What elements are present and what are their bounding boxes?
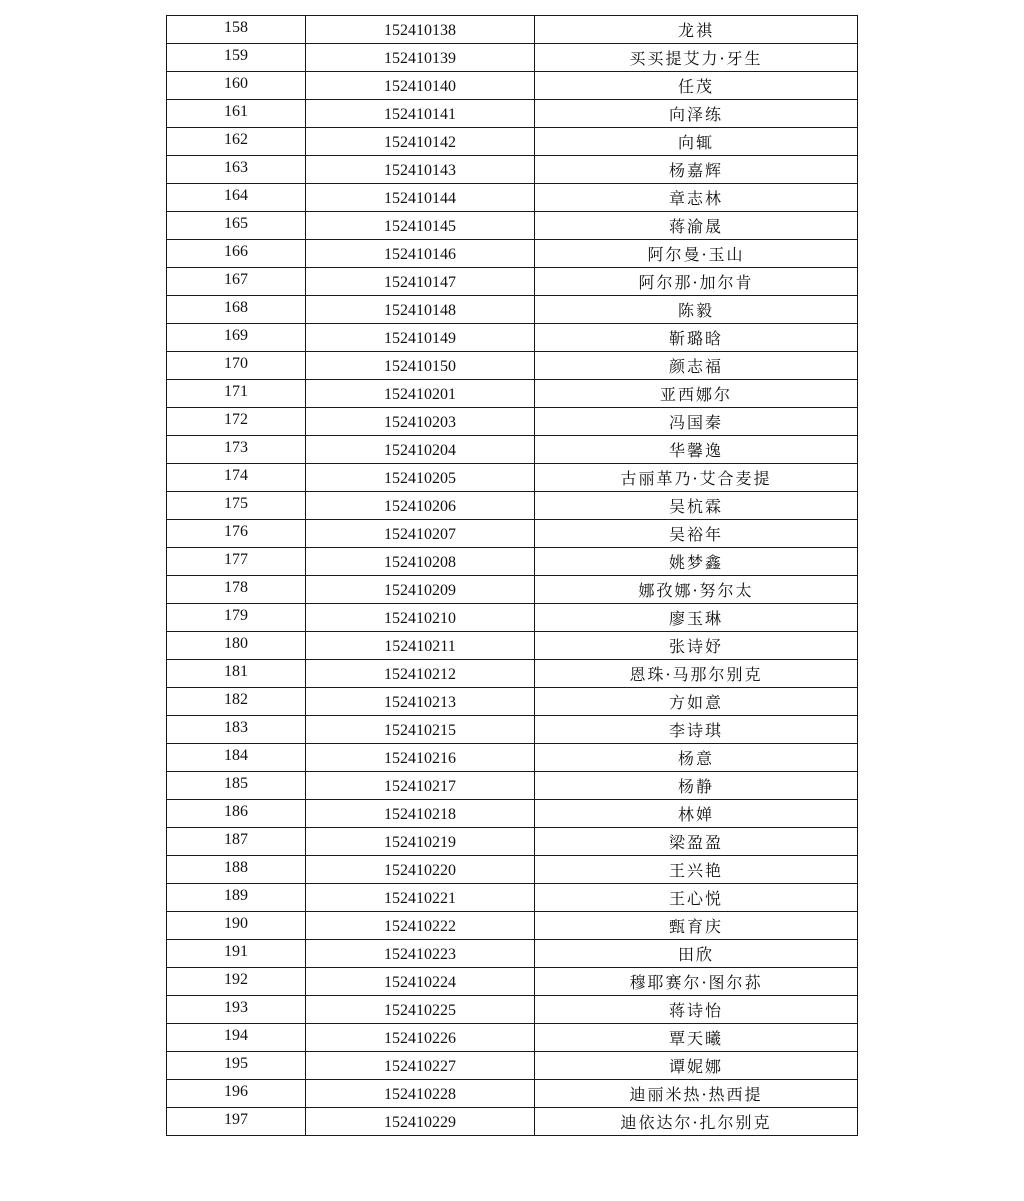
row-number-cell: 184 [167, 744, 306, 772]
row-number-cell: 186 [167, 800, 306, 828]
student-id-cell: 152410205 [306, 464, 535, 492]
table-row [167, 1024, 858, 1052]
table-row [167, 688, 858, 716]
student-name-cell: 杨静 [535, 772, 858, 800]
student-name-cell: 章志林 [535, 184, 858, 212]
student-name-cell: 冯国秦 [535, 408, 858, 436]
row-number-cell: 158 [167, 16, 306, 44]
student-name-cell: 李诗琪 [535, 716, 858, 744]
student-name-cell: 廖玉琳 [535, 604, 858, 632]
row-number-cell: 174 [167, 464, 306, 492]
row-number-cell: 194 [167, 1024, 306, 1052]
student-name-cell: 买买提艾力·牙生 [535, 44, 858, 72]
table-row [167, 1108, 858, 1136]
table-row [167, 156, 858, 184]
table-row [167, 296, 858, 324]
table-row [167, 16, 858, 44]
row-number-cell: 175 [167, 492, 306, 520]
row-number-cell: 182 [167, 688, 306, 716]
row-number-cell: 177 [167, 548, 306, 576]
student-name-cell: 谭妮娜 [535, 1052, 858, 1080]
student-id-cell: 152410150 [306, 352, 535, 380]
student-name-cell: 方如意 [535, 688, 858, 716]
row-number-cell: 168 [167, 296, 306, 324]
table-row [167, 996, 858, 1024]
student-name-cell: 蒋渝晟 [535, 212, 858, 240]
row-number-cell: 190 [167, 912, 306, 940]
table-row [167, 1080, 858, 1108]
student-name-cell: 梁盈盈 [535, 828, 858, 856]
student-id-cell: 152410222 [306, 912, 535, 940]
table-row [167, 212, 858, 240]
table-row [167, 324, 858, 352]
student-name-cell: 王心悦 [535, 884, 858, 912]
student-name-cell: 姚梦鑫 [535, 548, 858, 576]
row-number-cell: 188 [167, 856, 306, 884]
table-row [167, 632, 858, 660]
student-id-cell: 152410209 [306, 576, 535, 604]
table-row [167, 772, 858, 800]
row-number-cell: 181 [167, 660, 306, 688]
row-number-cell: 187 [167, 828, 306, 856]
student-id-cell: 152410139 [306, 44, 535, 72]
row-number-cell: 161 [167, 100, 306, 128]
student-id-cell: 152410221 [306, 884, 535, 912]
student-roster-table [166, 15, 858, 1136]
row-number-cell: 193 [167, 996, 306, 1024]
student-id-cell: 152410219 [306, 828, 535, 856]
student-name-cell: 娜孜娜·努尔太 [535, 576, 858, 604]
table-row [167, 492, 858, 520]
row-number-cell: 191 [167, 940, 306, 968]
student-name-cell: 恩珠·马那尔别克 [535, 660, 858, 688]
row-number-cell: 185 [167, 772, 306, 800]
student-id-cell: 152410225 [306, 996, 535, 1024]
table-row [167, 408, 858, 436]
table-row [167, 268, 858, 296]
table-row [167, 436, 858, 464]
student-name-cell: 颜志福 [535, 352, 858, 380]
student-id-cell: 152410147 [306, 268, 535, 296]
student-name-cell: 张诗妤 [535, 632, 858, 660]
student-name-cell: 陈毅 [535, 296, 858, 324]
student-name-cell: 覃天曦 [535, 1024, 858, 1052]
student-id-cell: 152410204 [306, 436, 535, 464]
row-number-cell: 160 [167, 72, 306, 100]
row-number-cell: 164 [167, 184, 306, 212]
student-id-cell: 152410208 [306, 548, 535, 576]
student-id-cell: 152410140 [306, 72, 535, 100]
table-row [167, 660, 858, 688]
table-row [167, 100, 858, 128]
student-id-cell: 152410223 [306, 940, 535, 968]
student-name-cell: 向辄 [535, 128, 858, 156]
table-row [167, 744, 858, 772]
student-id-cell: 152410142 [306, 128, 535, 156]
student-name-cell: 阿尔曼·玉山 [535, 240, 858, 268]
row-number-cell: 196 [167, 1080, 306, 1108]
student-name-cell: 任茂 [535, 72, 858, 100]
student-id-cell: 152410229 [306, 1108, 535, 1136]
table-row [167, 352, 858, 380]
student-id-cell: 152410145 [306, 212, 535, 240]
student-name-cell: 吴裕年 [535, 520, 858, 548]
roster-body [167, 16, 858, 1136]
table-row [167, 940, 858, 968]
table-row [167, 856, 858, 884]
student-id-cell: 152410217 [306, 772, 535, 800]
table-row [167, 548, 858, 576]
table-row [167, 968, 858, 996]
table-row [167, 1052, 858, 1080]
student-name-cell: 吴杭霖 [535, 492, 858, 520]
student-id-cell: 152410215 [306, 716, 535, 744]
row-number-cell: 162 [167, 128, 306, 156]
row-number-cell: 169 [167, 324, 306, 352]
student-name-cell: 迪依达尔·扎尔别克 [535, 1108, 858, 1136]
row-number-cell: 183 [167, 716, 306, 744]
student-name-cell: 阿尔那·加尔肯 [535, 268, 858, 296]
student-id-cell: 152410138 [306, 16, 535, 44]
student-id-cell: 152410224 [306, 968, 535, 996]
row-number-cell: 195 [167, 1052, 306, 1080]
row-number-cell: 178 [167, 576, 306, 604]
student-id-cell: 152410203 [306, 408, 535, 436]
table-row [167, 604, 858, 632]
table-row [167, 380, 858, 408]
student-id-cell: 152410212 [306, 660, 535, 688]
student-name-cell: 华馨逸 [535, 436, 858, 464]
table-row [167, 884, 858, 912]
student-id-cell: 152410149 [306, 324, 535, 352]
student-id-cell: 152410201 [306, 380, 535, 408]
table-row [167, 240, 858, 268]
student-id-cell: 152410220 [306, 856, 535, 884]
table-row [167, 44, 858, 72]
student-name-cell: 林婵 [535, 800, 858, 828]
table-row [167, 800, 858, 828]
student-id-cell: 152410228 [306, 1080, 535, 1108]
row-number-cell: 165 [167, 212, 306, 240]
table-row [167, 716, 858, 744]
row-number-cell: 166 [167, 240, 306, 268]
row-number-cell: 167 [167, 268, 306, 296]
student-name-cell: 向泽练 [535, 100, 858, 128]
row-number-cell: 173 [167, 436, 306, 464]
student-id-cell: 152410226 [306, 1024, 535, 1052]
row-number-cell: 159 [167, 44, 306, 72]
table-row [167, 912, 858, 940]
student-id-cell: 152410211 [306, 632, 535, 660]
student-name-cell: 蒋诗怡 [535, 996, 858, 1024]
row-number-cell: 180 [167, 632, 306, 660]
student-name-cell: 杨嘉辉 [535, 156, 858, 184]
table-row [167, 576, 858, 604]
table-row [167, 128, 858, 156]
student-id-cell: 152410213 [306, 688, 535, 716]
student-id-cell: 152410227 [306, 1052, 535, 1080]
student-id-cell: 152410144 [306, 184, 535, 212]
table-row [167, 184, 858, 212]
student-name-cell: 靳璐晗 [535, 324, 858, 352]
student-name-cell: 古丽革乃·艾合麦提 [535, 464, 858, 492]
table-row [167, 72, 858, 100]
table-row [167, 828, 858, 856]
row-number-cell: 171 [167, 380, 306, 408]
row-number-cell: 189 [167, 884, 306, 912]
student-name-cell: 龙祺 [535, 16, 858, 44]
student-name-cell: 迪丽米热·热西提 [535, 1080, 858, 1108]
student-id-cell: 152410218 [306, 800, 535, 828]
student-name-cell: 穆耶赛尔·图尔荪 [535, 968, 858, 996]
student-id-cell: 152410148 [306, 296, 535, 324]
student-name-cell: 杨意 [535, 744, 858, 772]
row-number-cell: 172 [167, 408, 306, 436]
student-id-cell: 152410210 [306, 604, 535, 632]
student-id-cell: 152410207 [306, 520, 535, 548]
table-row [167, 464, 858, 492]
student-id-cell: 152410146 [306, 240, 535, 268]
table-row [167, 520, 858, 548]
row-number-cell: 197 [167, 1108, 306, 1136]
row-number-cell: 170 [167, 352, 306, 380]
row-number-cell: 163 [167, 156, 306, 184]
student-id-cell: 152410143 [306, 156, 535, 184]
student-id-cell: 152410216 [306, 744, 535, 772]
row-number-cell: 179 [167, 604, 306, 632]
row-number-cell: 192 [167, 968, 306, 996]
row-number-cell: 176 [167, 520, 306, 548]
student-id-cell: 152410206 [306, 492, 535, 520]
student-name-cell: 田欣 [535, 940, 858, 968]
student-name-cell: 亚西娜尔 [535, 380, 858, 408]
student-name-cell: 王兴艳 [535, 856, 858, 884]
student-id-cell: 152410141 [306, 100, 535, 128]
student-name-cell: 甄育庆 [535, 912, 858, 940]
